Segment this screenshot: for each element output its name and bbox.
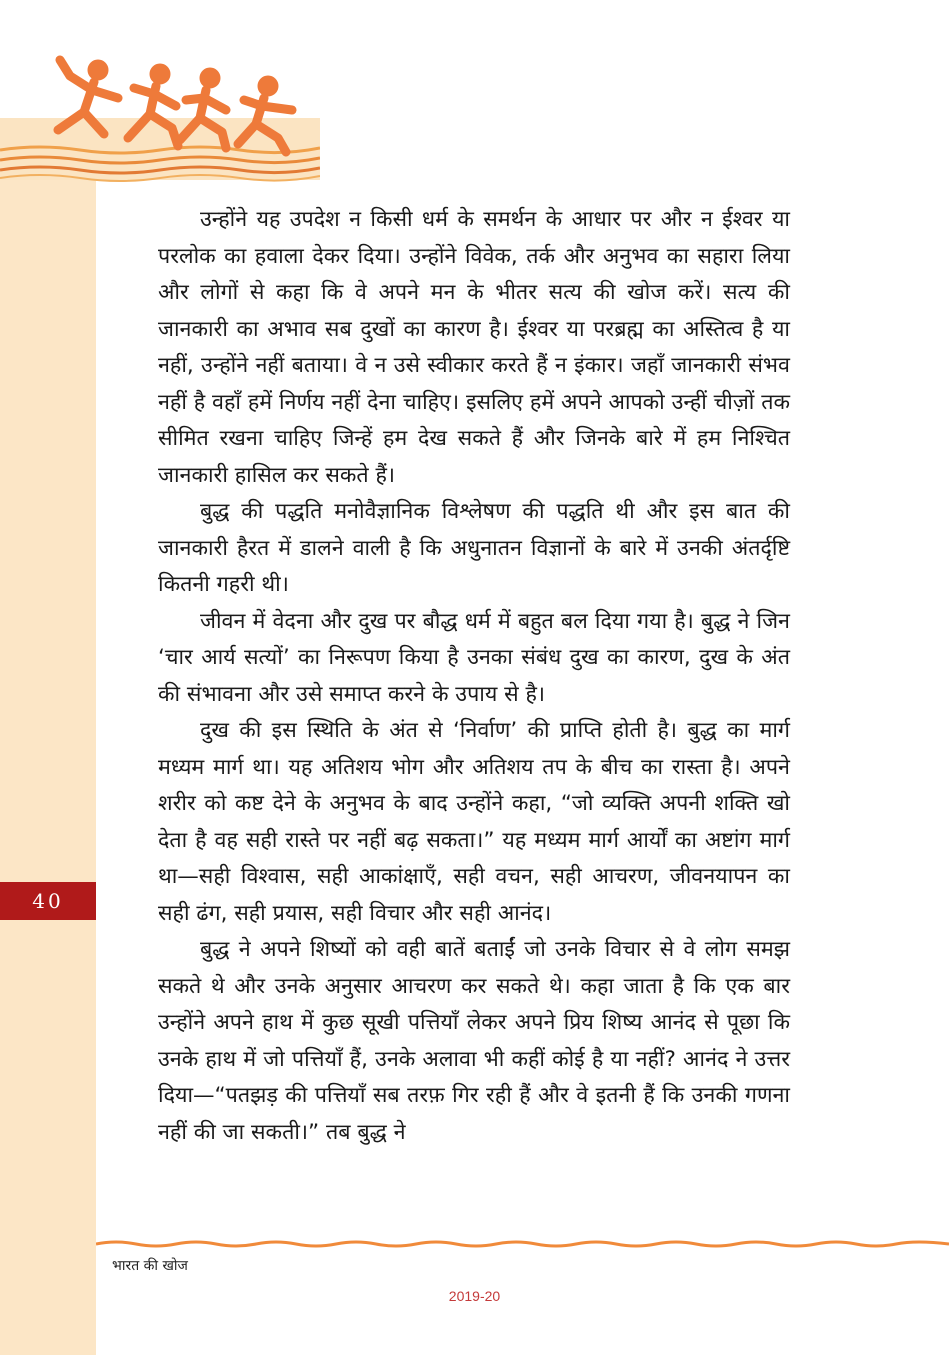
running-figures-illustration [0,0,320,200]
paragraph: बुद्ध ने अपने शिष्यों को वही बातें बताईं जो उनके विचार से वे लोग समझ सकते थे और उनके अनुसार आचरण कर सकते थे। कहा जाता है कि एक बार उन्होंने अपने हाथ में कुछ सूखी पत्तियाँ लेकर अपने प्रिय शिष्य आनंद से पूछा कि उनके हाथ में जो पत्तियाँ हैं, उनके अलावा भी कहीं कोई है या नहीं? आनंद ने उत्तर दिया—“पतझड़ की पत्तियाँ सब तरफ़ गिर रही हैं और वे इतनी हैं कि उनकी गणना नहीं की जा सकती।” तब बुद्ध ने [158,937,790,1145]
footer-divider [96,1238,949,1250]
body-text [158,202,790,1151]
edition-year: 2019-20 [448,1288,501,1304]
side-margin-band [0,180,96,1355]
paragraph: उन्होंने यह उपदेश न किसी धर्म के समर्थन के आधार पर और न ईश्वर या परलोक का हवाला देकर दिया। उन्होंने विवेक, तर्क और अनुभव का सहारा लिया और लोगों से कहा कि वे अपने मन के भीतर सत्य की खोज करें। सत्य की जानकारी का अभाव सब दुखों का कारण है। ईश्वर या परब्रह्म का अस्तित्व है या नहीं, उन्होंने नहीं बताया। वे न उसे स्वीकार करते हैं न इंकार। जहाँ जानकारी संभव नहीं है वहाँ हमें निर्णय नहीं देना चाहिए। इसलिए हमें अपने आपको उन्हीं चीज़ों तक सीमित रखना चाहिए जिन्हें हम देख सकते हैं और जिनके बारे में हम निश्चित जानकारी हासिल कर सकते हैं। [158,207,790,488]
paragraph: जीवन में वेदना और दुख पर बौद्ध धर्म में बहुत बल दिया गया है। बुद्ध ने जिन ‘चार आर्य सत्यों’ का निरूपण किया है उनका संबंध दुख का कारण, दुख के अंत की संभावना और उसे समाप्त करने के उपाय से है। [158,608,790,707]
paragraph: दुख की इस स्थिति के अंत से ‘निर्वाण’ की प्राप्ति होती है। बुद्ध का मार्ग मध्यम मार्ग था। यह अतिशय भोग और अतिशय तप के बीच का रास्ता है। अपने शरीर को कष्ट देने के अनुभव के बाद उन्होंने कहा, “जो व्यक्ति अपनी शक्ति खो देता है वह सही रास्ते पर नहीं बढ़ सकता।” यह मध्यम मार्ग आर्यों का अष्टांग मार्ग था—सही विश्वास, सही आकांक्षाएँ, सही वचन, सही आचरण, जीवनयापन का सही ढंग, सही प्रयास, सही विचार और सही आनंद। [158,718,790,926]
paragraph: बुद्ध की पद्धति मनोवैज्ञानिक विश्लेषण की पद्धति थी और इस बात की जानकारी हैरत में डालने वाली है कि अधुनातन विज्ञानों के बारे में उनकी अंतर्दृष्टि कितनी गहरी थी। [158,499,790,597]
page-number-tab: 40 [0,882,96,920]
book-title: भारत की खोज [112,1258,188,1274]
